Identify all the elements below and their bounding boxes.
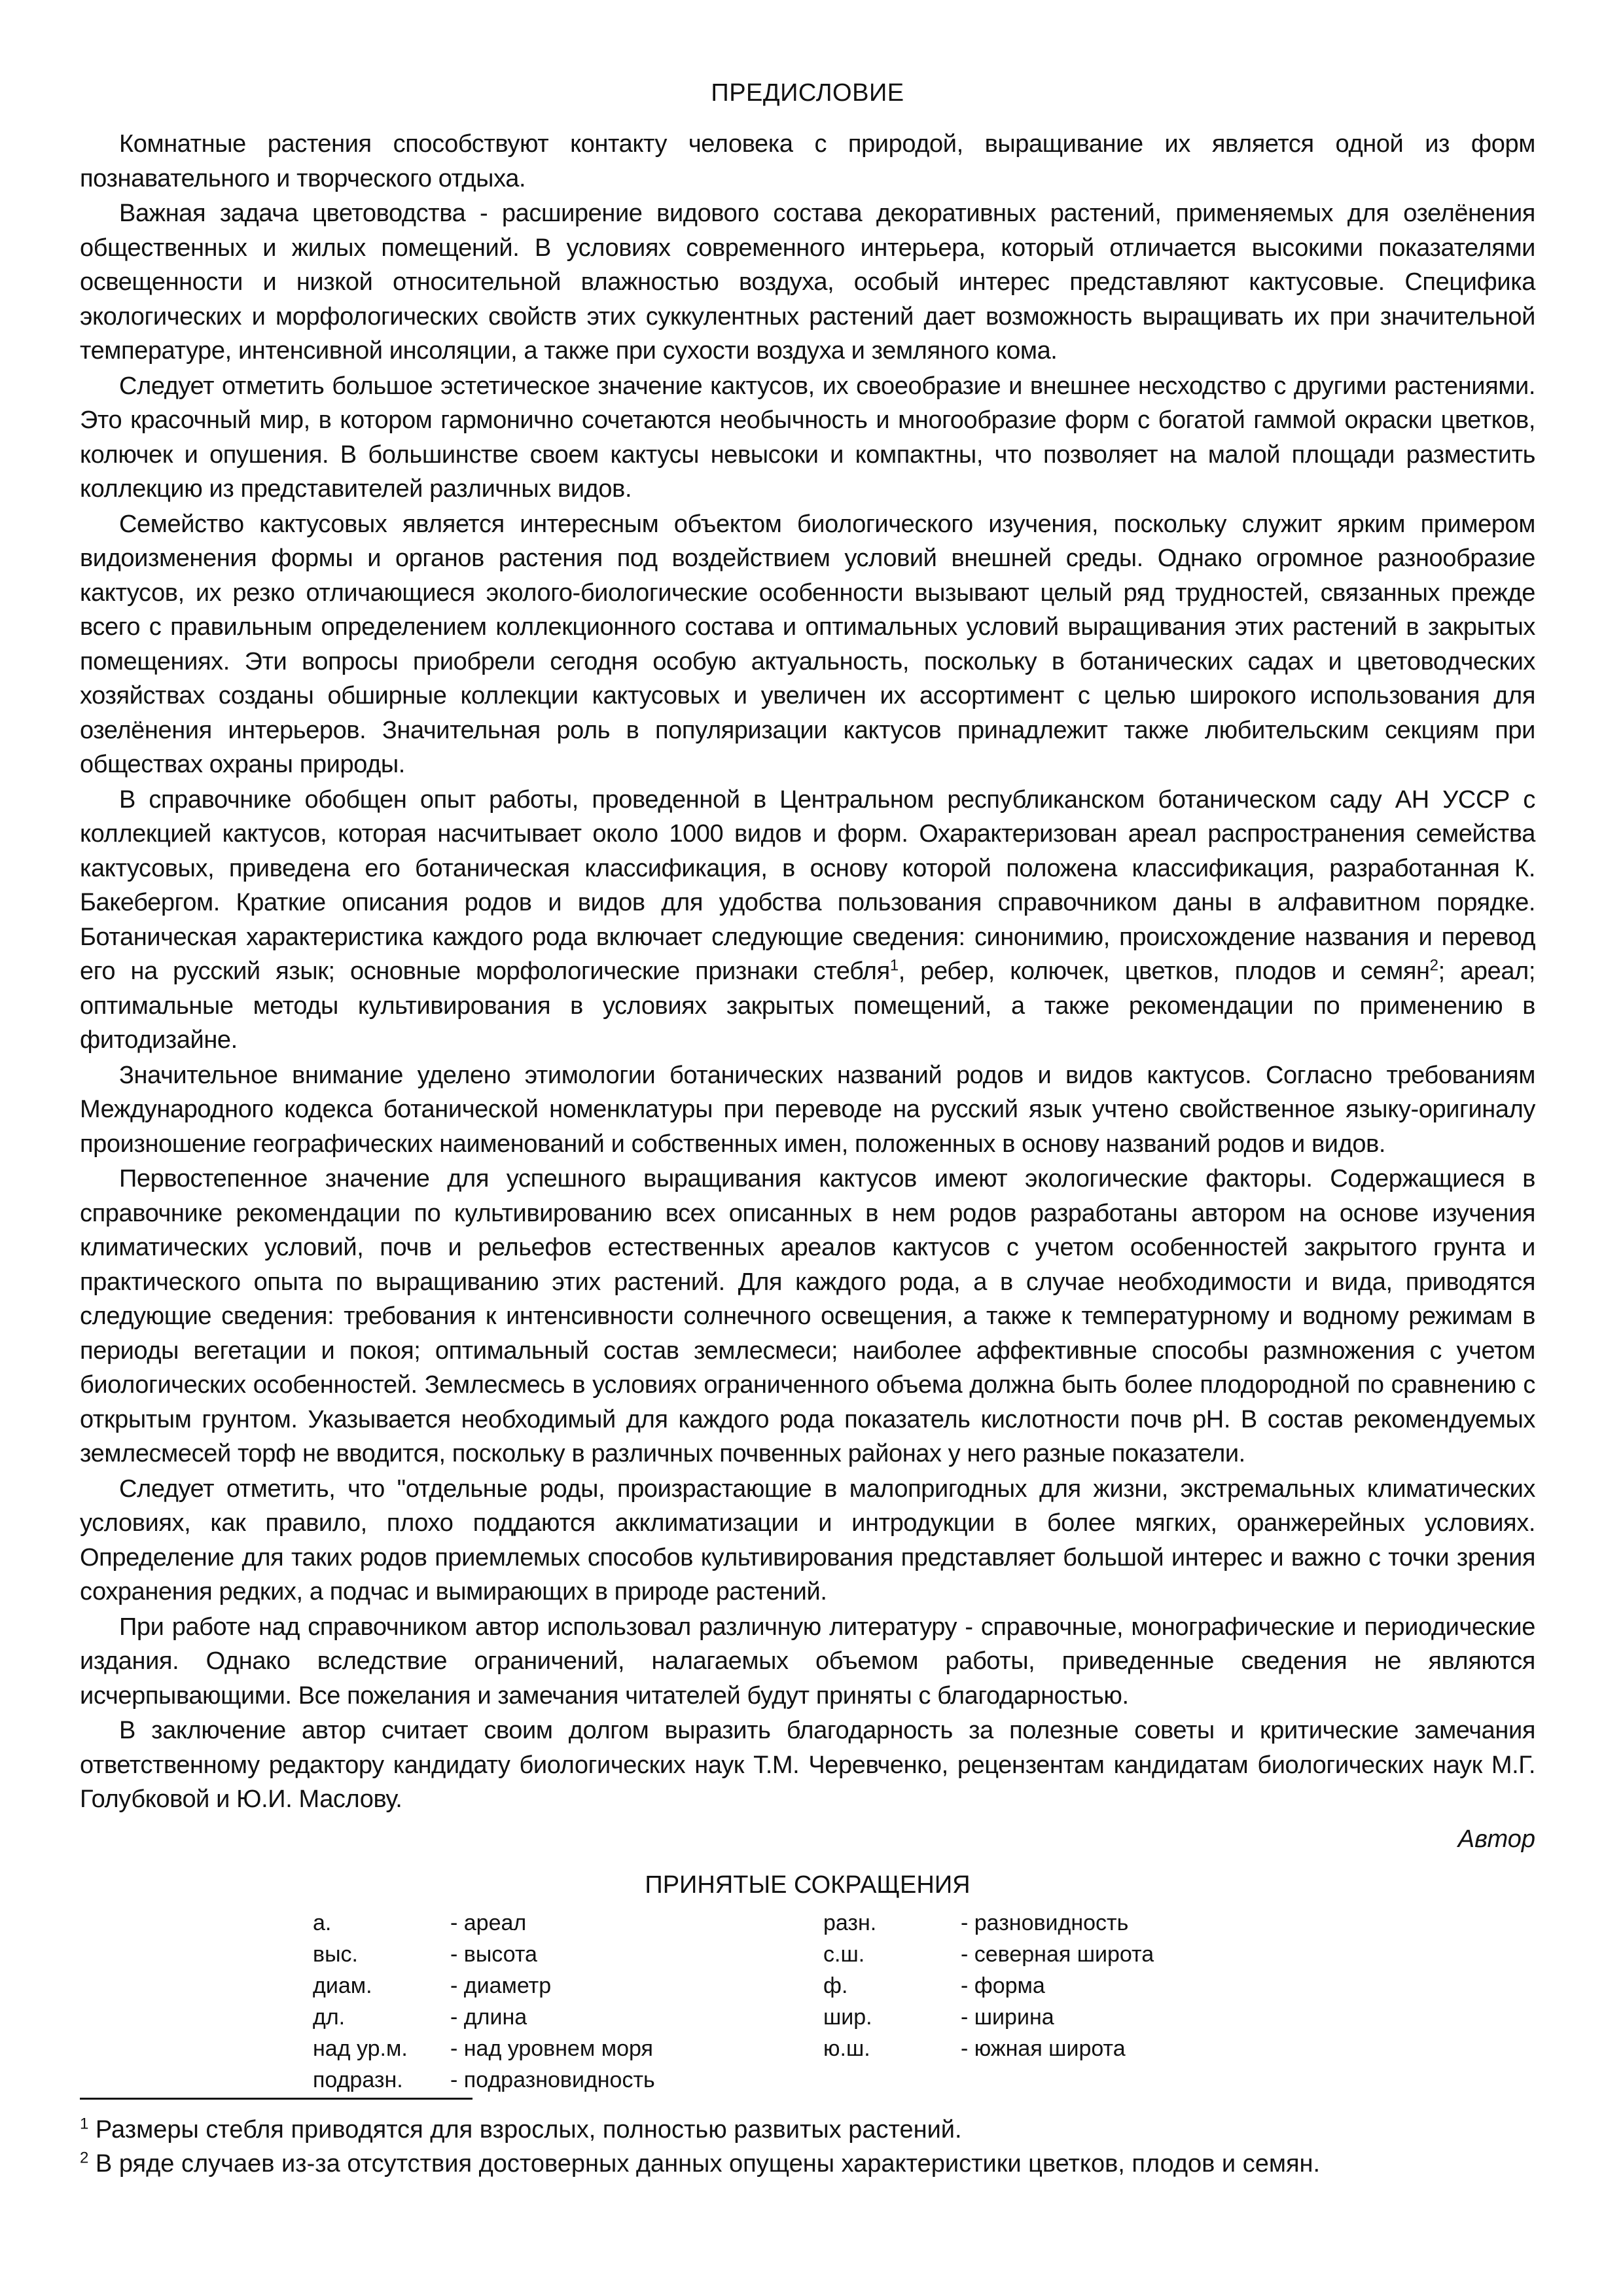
abbreviation-row bbox=[313, 1907, 655, 1939]
author-signature: Автор bbox=[1457, 1825, 1535, 1853]
abbreviation-row bbox=[823, 1939, 1154, 1970]
abbreviation-value: - длина bbox=[450, 2004, 527, 2030]
footnote-mark: 2 bbox=[80, 2149, 89, 2167]
abbreviation-row bbox=[823, 1907, 1154, 1939]
abbreviation-key: выс. bbox=[313, 1941, 358, 1967]
abbreviation-value: - разновидность bbox=[961, 1910, 1129, 1935]
paragraph-5-part-b: , ребер, колючек, цветков, плодов и семян bbox=[898, 958, 1430, 985]
abbreviation-row bbox=[313, 2064, 655, 2096]
abbreviation-key: а. bbox=[313, 1910, 332, 1935]
abbreviations-right-column bbox=[823, 1907, 1154, 2064]
paragraph-5 bbox=[80, 783, 1535, 1058]
abbreviation-value: - диаметр bbox=[450, 1973, 552, 1998]
footnote-ref-1: 1 bbox=[889, 956, 899, 975]
paragraph-9: При работе над справочником автор использовал различную литературу - справочные, монографические и периодические издания. Однако вследствие ограничений, налагаемых объемом работы, приведенные сведения не являются исчерпывающими. Все пожелания и замечания читателей будут приняты с благодарностью. bbox=[80, 1613, 1535, 1710]
abbreviations-left-column bbox=[313, 1907, 655, 2096]
abbreviations-table bbox=[80, 1907, 1535, 2097]
footnote-text: В ряде случаев из-за отсутствия достоверных данных опущены характеристики цветков, плодов и семян. bbox=[88, 2150, 1321, 2178]
paragraph-5-part-a: В справочнике обобщен опыт работы, проведенной в Центральном республиканском ботаническом саду АН УССР с коллекцией кактусов, которая насчитывает около 1000 видов и форм. Охарактеризован ареал распространения семейства кактусовых, приведена его ботаническая классификация, в основу которой положена классификация, разработанная К. Бакебергом. Краткие описания родов и видов для удобства пользования справочником даны в алфавитном порядке. Ботаническая характеристика каждого рода включает следующие сведения: синонимию, происхождение названия и перевод его на русский язык; основные морфологические признаки стебля bbox=[80, 785, 1535, 985]
abbreviation-value: - ширина bbox=[961, 2004, 1054, 2030]
abbreviation-row bbox=[313, 2033, 655, 2064]
abbreviation-value: - южная широта bbox=[961, 2036, 1126, 2061]
paragraph-8: Следует отметить, что "отдельные роды, произрастающие в малопригодных для жизни, экстремальных климатических условиях, как правило, плохо поддаются акклиматизации и интродукции в более мягких, оранжерейных условиях. Определение для таких родов приемлемых способов культивирования представляет большой интерес и важно с точки зрения сохранения редких, а подчас и вымирающих в природе растений. bbox=[80, 1475, 1535, 1605]
abbreviation-key: над ур.м. bbox=[313, 2036, 408, 2061]
abbreviation-key: с.ш. bbox=[823, 1941, 865, 1967]
paragraph-4: Семейство кактусовых является интересным объектом биологического изучения, поскольку служит ярким примером видоизменения формы и органов растения под воздействием условий внешней среды. Однако огромное разнообразие кактусов, их резко отличающиеся эколого-биологические особенности вызывают целый ряд трудностей, связанных прежде всего с правильным определением коллекционного состава и оптимальных условий выращивания этих растений в закрытых помещениях. Эти вопросы приобрели сегодня особую актуальность, поскольку в ботанических садах и цветоводческих хозяйствах созданы обширные коллекции кактусовых и увеличен их ассортимент с целью широкого использования для озелёнения интерьеров. Значительная роль в популяризации кактусов принадлежит также любительским секциям при обществах охраны природы. bbox=[80, 510, 1535, 778]
footnote-text: Размеры стебля приводятся для взрослых, полностью развитых растений. bbox=[88, 2116, 962, 2144]
abbreviation-value: - подразновидность bbox=[450, 2067, 655, 2092]
footnote-1 bbox=[80, 2113, 1535, 2147]
footnotes bbox=[80, 2113, 1535, 2181]
abbreviation-key: шир. bbox=[823, 2004, 872, 2030]
abbreviation-key: ю.ш. bbox=[823, 2036, 870, 2061]
abbreviation-value: - ареал bbox=[450, 1910, 527, 1935]
footnote-2 bbox=[80, 2147, 1535, 2181]
paragraph-5-part-c: ; ареал; оптимальные методы культивирования в условиях закрытых помещений, а также рекомендации по применению в фитодизайне. bbox=[80, 958, 1535, 1054]
abbreviation-value: - высота bbox=[450, 1941, 537, 1967]
abbreviation-row bbox=[823, 2033, 1154, 2064]
footnote-ref-2: 2 bbox=[1429, 956, 1438, 975]
abbreviation-key: ф. bbox=[823, 1973, 848, 1998]
paragraph-7: Первостепенное значение для успешного выращивания кактусов имеют экологические факторы. Содержащиеся в справочнике рекомендации по культивированию всех описанных в нем родов разработаны автором на основе изучения климатических условий, почв и рельефов естественных ареалов кактусов с учетом особенностей закрытого грунта и практического опыта по выращиванию этих растений. Для каждого рода, а в случае необходимости и вида, приводятся следующие сведения: требования к интенсивности солнечного освещения, а также к температурному и водному режимам в периоды вегетации и покоя; оптимальный состав землесмеси; наиболее аффективные способы размножения с учетом биологических особенностей. Землесмесь в условиях ограниченного объема должна быть более плодородной по сравнению с открытым грунтом. Указывается необходимый для каждого рода показатель кислотности почв pH. В состав рекомендуемых землесмесей торф не вводится, поскольку в различных почвенных районах у него разные показатели. bbox=[80, 1165, 1535, 1467]
footnote-divider bbox=[80, 2098, 473, 2100]
abbreviations-title: ПРИНЯТЫЕ СОКРАЩЕНИЯ bbox=[645, 1871, 971, 1899]
abbreviation-key: диам. bbox=[313, 1973, 372, 1998]
paragraph-1: Комнатные растения способствуют контакту человека с природой, выращивание их является одной из форм познавательного и творческого отдыха. bbox=[80, 130, 1535, 192]
footnote-mark: 1 bbox=[80, 2115, 89, 2133]
abbreviation-row bbox=[313, 1939, 655, 1970]
page-title: ПРЕДИСЛОВИЕ bbox=[711, 79, 904, 107]
abbreviation-key: разн. bbox=[823, 1910, 877, 1935]
abbreviation-value: - форма bbox=[961, 1973, 1045, 1998]
paragraph-3: Следует отметить большое эстетическое значение кактусов, их своеобразие и внешнее несходство с другими растениями. Это красочный мир, в котором гармонично сочетаются необычность и многообразие форм с богатой гаммой окраски цветков, колючек и опушения. В большинстве своем кактусы невысоки и компактны, что позволяет на малой площади разместить коллекцию из представителей различных видов. bbox=[80, 372, 1535, 503]
abbreviation-value: - северная широта bbox=[961, 1941, 1154, 1967]
abbreviation-key: дл. bbox=[313, 2004, 346, 2030]
abbreviation-row bbox=[823, 2001, 1154, 2033]
abbreviation-value: - над уровнем моря bbox=[450, 2036, 653, 2061]
abbreviation-row bbox=[313, 1970, 655, 2001]
paragraph-10: В заключение автор считает своим долгом выразить благодарность за полезные советы и критические замечания ответственному редактору кандидату биологических наук Т.М. Черевченко, рецензентам кандидатам биологических наук М.Г. Голубковой и Ю.И. Маслову. bbox=[80, 1717, 1535, 1813]
paragraph-6: Значительное внимание уделено этимологии ботанических названий родов и видов кактусов. Согласно требованиям Международного кодекса ботанической номенклатуры при переводе на русский язык учтено свойственное языку-оригиналу произношение географических наименований и собственных имен, положенных в основу названий родов и видов. bbox=[80, 1061, 1535, 1158]
abbreviation-row bbox=[823, 1970, 1154, 2001]
abbreviation-row bbox=[313, 2001, 655, 2033]
preface-body bbox=[80, 127, 1535, 1817]
abbreviation-key: подразн. bbox=[313, 2067, 403, 2092]
paragraph-2: Важная задача цветоводства - расширение видового состава декоративных растений, применяемых для озелёнения общественных и жилых помещений. В условиях современного интерьера, который отличается высокими показателями освещенности и низкой относительной влажностью воздуха, особый интерес представляют кактусовые. Специфика экологических и морфологических свойств этих суккулентных растений дает возможность выращивать их при значительной температуре, интенсивной инсоляции, а также при сухости воздуха и земляного кома. bbox=[80, 200, 1535, 365]
